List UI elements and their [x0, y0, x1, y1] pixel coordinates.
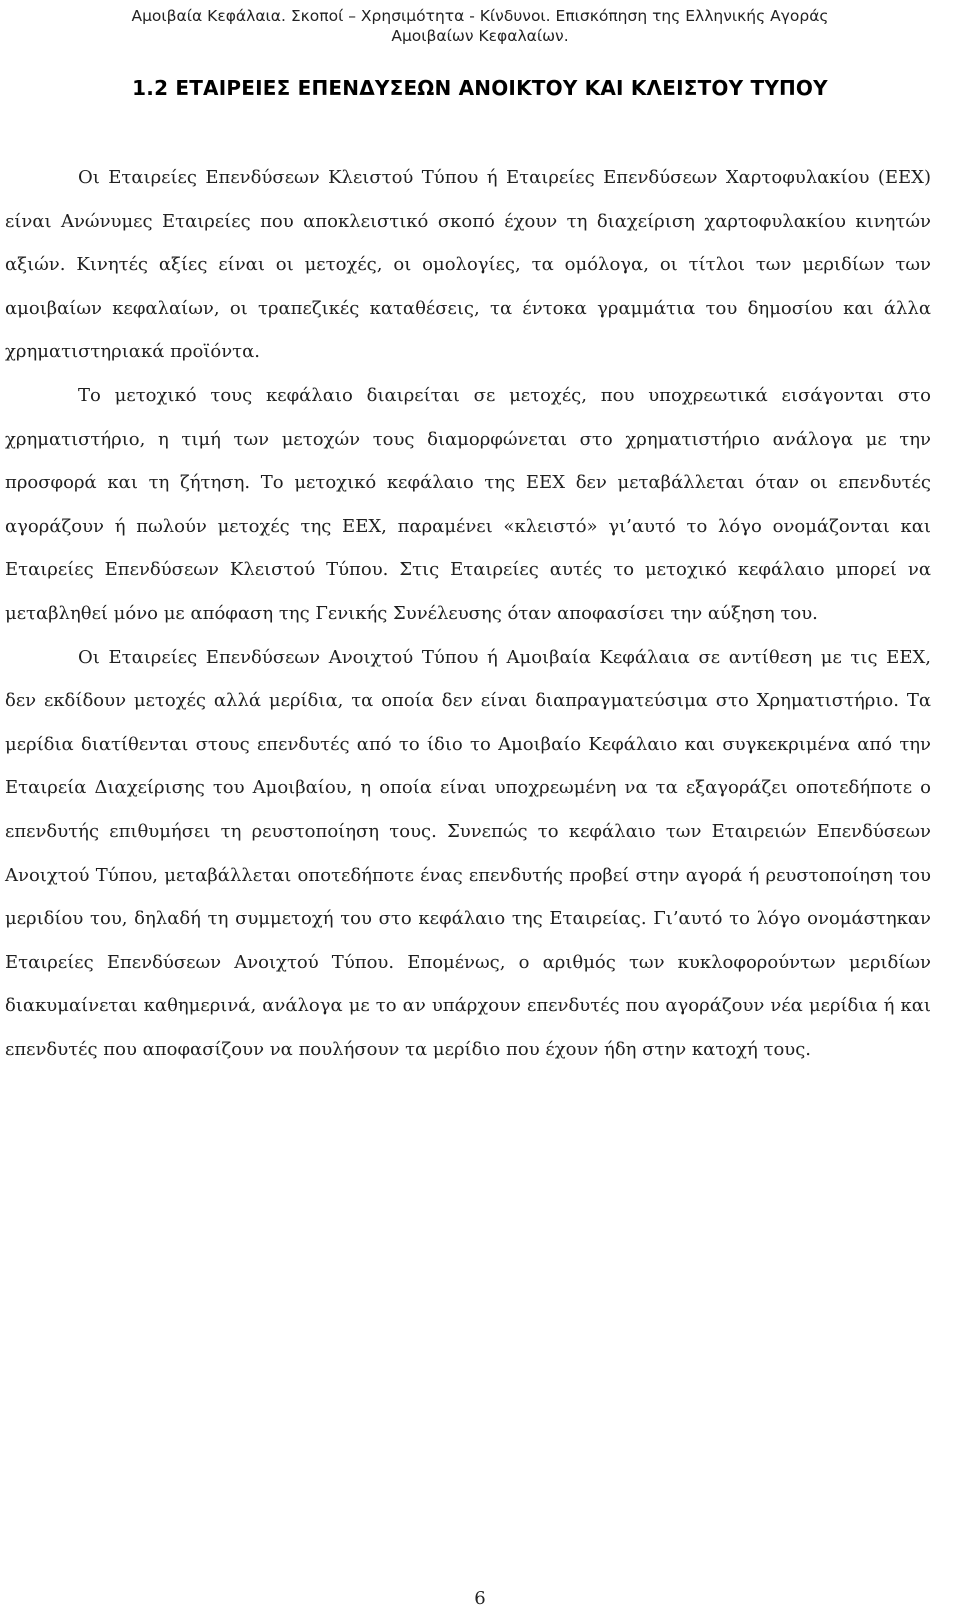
running-header	[0, 6, 960, 46]
section-title: 1.2 ΕΤΑΙΡΕΙΕΣ ΕΠΕΝΔΥΣΕΩΝ ΑΝΟΙΚΤΟΥ ΚΑΙ ΚΛΕΙΣΤΟΥ ΤΥΠΟΥ	[132, 76, 828, 100]
paragraph-open-end-funds: Οι Εταιρείες Επενδύσεων Ανοιχτού Τύπου ή Αμοιβαία Κεφάλαια σε αντίθεση με τις ΕΕΧ, δεν εκδίδουν μετοχές αλλά μερίδια, τα οποία δεν είναι διαπραγματεύσιμα στο Χρηματιστήριο. Τα μερίδια διατίθενται στους επενδυτές από το ίδιο το Αμοιβαίο Κεφάλαιο και συγκεκριμένα από την Εταιρεία Διαχείρισης του Αμοιβαίου, η οποία είναι υποχρεωμένη να τα εξαγοράζει οποτεδήποτε ο επενδυτής επιθυμήσει τη ρευστοποίηση τους. Συνεπώς το κεφάλαιο των Εταιρειών Επενδύσεων Ανοιχτού Τύπου, μεταβάλλεται οποτεδήποτε ένας επενδυτής προβεί στην αγορά ή ρευστοποίηση του μεριδίου του, δηλαδή τη συμμετοχή του στο κεφάλαιο της Εταιρείας. Γι’αυτό το λόγο ονομάστηκαν Εταιρείες Επενδύσεων Ανοιχτού Τύπου. Επομένως, ο αριθμός των κυκλοφορούντων μεριδίων διακυμαίνεται καθημερινά, ανάλογα με το αν υπάρχουν επενδυτές που αγοράζουν νέα μερίδια ή και επενδυτές που αποφασίζουν να πουλήσουν τα μερίδιο που έχουν ήδη στην κατοχή τους.	[5, 646, 931, 1060]
paragraph-closed-end-companies: Οι Εταιρείες Επενδύσεων Κλειστού Τύπου ή Εταιρείες Επενδύσεων Χαρτοφυλακίου (ΕΕΧ) είναι Ανώνυμες Εταιρείες που αποκλειστικό σκοπό έχουν τη διαχείριση χαρτοφυλακίου κινητών αξιών. Κινητές αξίες είναι οι μετοχές, οι ομολογίες, τα ομόλογα, οι τίτλοι των μεριδίων των αμοιβαίων κεφαλαίων, οι τραπεζικές καταθέσεις, τα έντοκα γραμμάτια του δημοσίου και άλλα χρηματιστηριακά προϊόντα.	[5, 167, 931, 363]
running-header-line-1: Αμοιβαία Κεφάλαια. Σκοποί – Χρησιμότητα - Κίνδυνοι. Επισκόπηση της Ελληνικής Αγοράς	[131, 7, 829, 25]
running-header-line-2: Αμοιβαίων Κεφαλαίων.	[391, 27, 569, 45]
page-number: 6	[474, 1588, 486, 1609]
body-text	[5, 156, 931, 1071]
paragraph-share-capital: Το μετοχικό τους κεφάλαιο διαιρείται σε μετοχές, που υποχρεωτικά εισάγονται στο χρηματιστήριο, η τιμή των μετοχών τους διαμορφώνεται στο χρηματιστήριο ανάλογα με την προσφορά και τη ζήτηση. Το μετοχικό κεφάλαιο της ΕΕΧ δεν μεταβάλλεται όταν οι επενδυτές αγοράζουν ή πωλούν μετοχές της ΕΕΧ, παραμένει «κλειστό» γι’αυτό το λόγο ονομάζονται και Εταιρείες Επενδύσεων Κλειστού Τύπου. Στις Εταιρείες αυτές το μετοχικό κεφάλαιο μπορεί να μεταβληθεί μόνο με απόφαση της Γενικής Συνέλευσης όταν αποφασίσει την αύξηση του.	[5, 384, 931, 624]
